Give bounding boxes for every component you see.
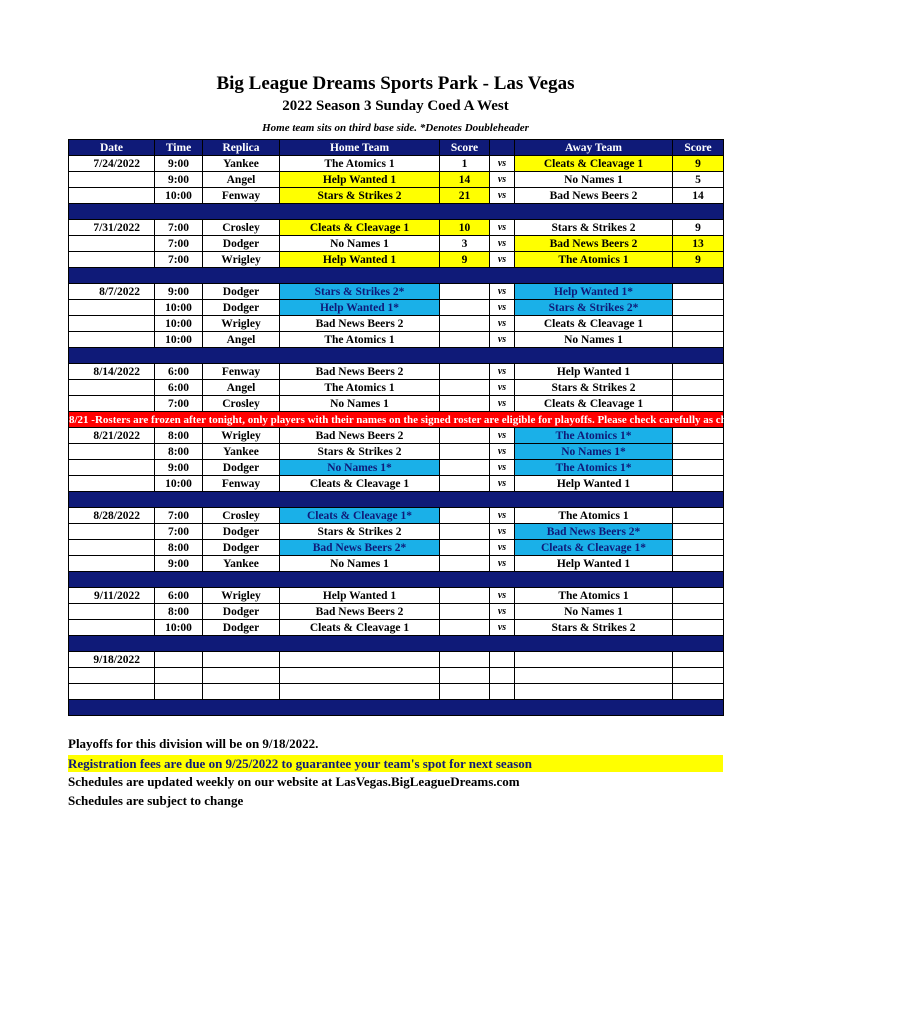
away-score — [673, 652, 724, 668]
game-time: 7:00 — [155, 396, 203, 412]
game-date — [69, 252, 155, 268]
game-row — [69, 524, 724, 540]
game-time: 8:00 — [155, 444, 203, 460]
vs-label: vs — [490, 620, 515, 636]
game-field: Angel — [203, 380, 280, 396]
away-team: The Atomics 1 — [515, 508, 673, 524]
vs-label: vs — [490, 316, 515, 332]
home-team: Help Wanted 1* — [280, 300, 440, 316]
game-date — [69, 476, 155, 492]
game-field: Wrigley — [203, 428, 280, 444]
game-time: 8:00 — [155, 604, 203, 620]
game-date — [69, 604, 155, 620]
game-date — [69, 540, 155, 556]
game-field: Dodger — [203, 604, 280, 620]
home-score — [440, 428, 490, 444]
vs-label: vs — [490, 236, 515, 252]
game-field: Dodger — [203, 284, 280, 300]
game-row — [69, 684, 724, 700]
game-row — [69, 652, 724, 668]
game-row — [69, 332, 724, 348]
vs-label: vs — [490, 396, 515, 412]
game-date: 8/14/2022 — [69, 364, 155, 380]
vs-label: vs — [490, 188, 515, 204]
away-score — [673, 364, 724, 380]
game-time: 9:00 — [155, 156, 203, 172]
week-separator — [69, 204, 724, 220]
game-date: 7/24/2022 — [69, 156, 155, 172]
away-team — [515, 684, 673, 700]
away-score — [673, 428, 724, 444]
game-field: Wrigley — [203, 252, 280, 268]
vs-label — [490, 652, 515, 668]
game-date — [69, 332, 155, 348]
home-team: Bad News Beers 2 — [280, 428, 440, 444]
game-row — [69, 316, 724, 332]
game-row — [69, 444, 724, 460]
page-title: Big League Dreams Sports Park - Las Vegas — [216, 73, 575, 94]
game-row — [69, 588, 724, 604]
game-row — [69, 380, 724, 396]
away-team: No Names 1 — [515, 604, 673, 620]
away-team: No Names 1* — [515, 444, 673, 460]
game-time: 6:00 — [155, 380, 203, 396]
game-time — [155, 668, 203, 684]
game-date — [69, 300, 155, 316]
separator-bar — [69, 700, 724, 716]
game-field: Wrigley — [203, 316, 280, 332]
home-team: Bad News Beers 2 — [280, 316, 440, 332]
home-team: Stars & Strikes 2 — [280, 444, 440, 460]
separator-bar — [69, 204, 724, 220]
game-row — [69, 172, 724, 188]
vs-label: vs — [490, 444, 515, 460]
home-score — [440, 380, 490, 396]
roster-notice-row — [69, 412, 724, 428]
away-team: The Atomics 1* — [515, 428, 673, 444]
home-team: Bad News Beers 2 — [280, 604, 440, 620]
col-header-home-score: Score — [440, 140, 490, 156]
away-team: Cleats & Cleavage 1 — [515, 156, 673, 172]
game-row — [69, 540, 724, 556]
away-team: Stars & Strikes 2 — [515, 380, 673, 396]
game-time: 7:00 — [155, 236, 203, 252]
away-score: 13 — [673, 236, 724, 252]
col-header-time: Time — [155, 140, 203, 156]
game-time: 9:00 — [155, 460, 203, 476]
game-date — [69, 444, 155, 460]
home-score — [440, 604, 490, 620]
away-score — [673, 604, 724, 620]
game-date — [69, 236, 155, 252]
home-score — [440, 460, 490, 476]
game-row — [69, 556, 724, 572]
game-field: Crosley — [203, 508, 280, 524]
home-score — [440, 668, 490, 684]
game-field: Angel — [203, 332, 280, 348]
game-field: Angel — [203, 172, 280, 188]
home-team: No Names 1 — [280, 236, 440, 252]
away-score — [673, 476, 724, 492]
game-time: 7:00 — [155, 252, 203, 268]
away-score: 5 — [673, 172, 724, 188]
game-date — [69, 556, 155, 572]
game-date: 8/28/2022 — [69, 508, 155, 524]
game-date: 8/7/2022 — [69, 284, 155, 300]
home-team: Cleats & Cleavage 1 — [280, 476, 440, 492]
home-team: No Names 1 — [280, 556, 440, 572]
game-row — [69, 396, 724, 412]
home-score — [440, 284, 490, 300]
away-score — [673, 668, 724, 684]
game-date — [69, 668, 155, 684]
game-row — [69, 460, 724, 476]
away-score — [673, 332, 724, 348]
away-score — [673, 508, 724, 524]
vs-label: vs — [490, 540, 515, 556]
vs-label: vs — [490, 252, 515, 268]
week-separator — [69, 572, 724, 588]
away-team: Cleats & Cleavage 1 — [515, 316, 673, 332]
away-team: Help Wanted 1 — [515, 364, 673, 380]
away-team: Bad News Beers 2* — [515, 524, 673, 540]
away-team: Stars & Strikes 2 — [515, 620, 673, 636]
col-header-home-team: Home Team — [280, 140, 440, 156]
vs-label: vs — [490, 508, 515, 524]
home-score — [440, 556, 490, 572]
game-row — [69, 188, 724, 204]
game-row — [69, 220, 724, 236]
vs-label: vs — [490, 380, 515, 396]
game-row — [69, 604, 724, 620]
game-field: Dodger — [203, 300, 280, 316]
home-score: 21 — [440, 188, 490, 204]
home-team: Cleats & Cleavage 1 — [280, 220, 440, 236]
playoffs-note: Playoffs for this division will be on 9/18/2022. — [68, 736, 319, 751]
week-separator — [69, 636, 724, 652]
game-time — [155, 684, 203, 700]
game-time: 10:00 — [155, 316, 203, 332]
game-date — [69, 620, 155, 636]
game-time: 10:00 — [155, 188, 203, 204]
away-score — [673, 540, 724, 556]
separator-bar — [69, 268, 724, 284]
game-field: Yankee — [203, 556, 280, 572]
home-score — [440, 444, 490, 460]
home-team: No Names 1* — [280, 460, 440, 476]
home-team: Stars & Strikes 2 — [280, 188, 440, 204]
away-score — [673, 284, 724, 300]
game-date — [69, 188, 155, 204]
game-row — [69, 284, 724, 300]
game-field — [203, 668, 280, 684]
away-team: Stars & Strikes 2* — [515, 300, 673, 316]
vs-label — [490, 668, 515, 684]
game-row — [69, 620, 724, 636]
home-score — [440, 396, 490, 412]
home-score: 9 — [440, 252, 490, 268]
away-score: 9 — [673, 220, 724, 236]
game-field: Fenway — [203, 188, 280, 204]
game-field: Dodger — [203, 620, 280, 636]
game-field: Crosley — [203, 220, 280, 236]
week-separator — [69, 700, 724, 716]
game-date — [69, 380, 155, 396]
away-score — [673, 588, 724, 604]
vs-label: vs — [490, 172, 515, 188]
vs-label: vs — [490, 364, 515, 380]
separator-bar — [69, 492, 724, 508]
home-score: 3 — [440, 236, 490, 252]
home-team — [280, 652, 440, 668]
game-field: Yankee — [203, 156, 280, 172]
home-team: Stars & Strikes 2 — [280, 524, 440, 540]
game-time: 6:00 — [155, 364, 203, 380]
game-date — [69, 172, 155, 188]
home-score — [440, 364, 490, 380]
home-score — [440, 652, 490, 668]
away-team — [515, 668, 673, 684]
home-team: The Atomics 1 — [280, 332, 440, 348]
col-header-vs — [490, 140, 515, 156]
away-score — [673, 524, 724, 540]
game-field: Dodger — [203, 524, 280, 540]
home-team: Bad News Beers 2* — [280, 540, 440, 556]
away-score: 9 — [673, 252, 724, 268]
away-score — [673, 556, 724, 572]
vs-label: vs — [490, 476, 515, 492]
game-field — [203, 684, 280, 700]
game-time: 7:00 — [155, 524, 203, 540]
away-team: Help Wanted 1* — [515, 284, 673, 300]
separator-bar — [69, 572, 724, 588]
game-time: 9:00 — [155, 556, 203, 572]
schedule-note: Home team sits on third base side. *Denotes Doubleheader — [262, 122, 529, 134]
game-field: Dodger — [203, 460, 280, 476]
vs-label: vs — [490, 460, 515, 476]
game-field: Fenway — [203, 476, 280, 492]
away-score — [673, 300, 724, 316]
game-date: 7/31/2022 — [69, 220, 155, 236]
away-team: No Names 1 — [515, 332, 673, 348]
game-field: Wrigley — [203, 588, 280, 604]
game-row — [69, 300, 724, 316]
home-team: Cleats & Cleavage 1 — [280, 620, 440, 636]
home-team: Help Wanted 1 — [280, 252, 440, 268]
vs-label: vs — [490, 284, 515, 300]
home-team — [280, 684, 440, 700]
game-row — [69, 428, 724, 444]
home-team — [280, 668, 440, 684]
home-team: Stars & Strikes 2* — [280, 284, 440, 300]
home-score — [440, 540, 490, 556]
away-score — [673, 444, 724, 460]
game-field — [203, 652, 280, 668]
home-score: 10 — [440, 220, 490, 236]
roster-notice: 8/21 -Rosters are frozen after tonight, only players with their names on the signed roster are eligible for playoffs. Please check carefully as changes will not be made for omissions. — [69, 413, 900, 426]
game-date — [69, 524, 155, 540]
separator-bar — [69, 636, 724, 652]
week-separator — [69, 268, 724, 284]
week-separator — [69, 492, 724, 508]
vs-label: vs — [490, 428, 515, 444]
home-team: Help Wanted 1 — [280, 588, 440, 604]
away-team — [515, 652, 673, 668]
away-team: The Atomics 1 — [515, 588, 673, 604]
away-team: Cleats & Cleavage 1 — [515, 396, 673, 412]
table-header-row — [69, 140, 724, 156]
vs-label: vs — [490, 300, 515, 316]
home-team: Cleats & Cleavage 1* — [280, 508, 440, 524]
away-team: Help Wanted 1 — [515, 556, 673, 572]
game-time: 7:00 — [155, 508, 203, 524]
home-score — [440, 620, 490, 636]
vs-label: vs — [490, 332, 515, 348]
home-score: 1 — [440, 156, 490, 172]
away-team: No Names 1 — [515, 172, 673, 188]
col-header-away-score: Score — [673, 140, 724, 156]
home-score — [440, 524, 490, 540]
game-row — [69, 156, 724, 172]
home-team: Help Wanted 1 — [280, 172, 440, 188]
game-row — [69, 476, 724, 492]
vs-label: vs — [490, 604, 515, 620]
game-date — [69, 396, 155, 412]
website-note: Schedules are updated weekly on our website at LasVegas.BigLeagueDreams.com — [68, 774, 520, 789]
schedule-body — [69, 156, 900, 716]
col-header-date: Date — [69, 140, 155, 156]
home-score — [440, 316, 490, 332]
schedule-table — [68, 139, 900, 716]
game-row — [69, 668, 724, 684]
home-team: No Names 1 — [280, 396, 440, 412]
game-date: 9/18/2022 — [69, 652, 155, 668]
game-time: 8:00 — [155, 540, 203, 556]
change-note: Schedules are subject to change — [68, 793, 244, 808]
away-score — [673, 460, 724, 476]
game-time: 7:00 — [155, 220, 203, 236]
game-row — [69, 252, 724, 268]
game-date: 8/21/2022 — [69, 428, 155, 444]
game-time: 6:00 — [155, 588, 203, 604]
game-date — [69, 316, 155, 332]
separator-bar — [69, 348, 724, 364]
away-team: Help Wanted 1 — [515, 476, 673, 492]
away-score — [673, 316, 724, 332]
home-score — [440, 300, 490, 316]
game-time — [155, 652, 203, 668]
game-date — [69, 460, 155, 476]
game-time: 8:00 — [155, 428, 203, 444]
home-score — [440, 332, 490, 348]
home-team: The Atomics 1 — [280, 156, 440, 172]
game-date: 9/11/2022 — [69, 588, 155, 604]
away-score: 9 — [673, 156, 724, 172]
game-field: Dodger — [203, 236, 280, 252]
away-score — [673, 380, 724, 396]
game-time: 9:00 — [155, 172, 203, 188]
away-score — [673, 620, 724, 636]
vs-label: vs — [490, 220, 515, 236]
game-time: 10:00 — [155, 300, 203, 316]
vs-label: vs — [490, 156, 515, 172]
away-team: Cleats & Cleavage 1* — [515, 540, 673, 556]
week-separator — [69, 348, 724, 364]
game-field: Fenway — [203, 364, 280, 380]
home-score — [440, 684, 490, 700]
game-row — [69, 364, 724, 380]
page-subtitle: 2022 Season 3 Sunday Coed A West — [282, 98, 509, 114]
game-time: 10:00 — [155, 620, 203, 636]
game-date — [69, 684, 155, 700]
home-score — [440, 476, 490, 492]
col-header-replica: Replica — [203, 140, 280, 156]
away-team: The Atomics 1 — [515, 252, 673, 268]
game-time: 10:00 — [155, 476, 203, 492]
away-score — [673, 396, 724, 412]
game-time: 9:00 — [155, 284, 203, 300]
game-time: 10:00 — [155, 332, 203, 348]
away-team: Stars & Strikes 2 — [515, 220, 673, 236]
home-team: Bad News Beers 2 — [280, 364, 440, 380]
away-score — [673, 684, 724, 700]
home-score — [440, 588, 490, 604]
away-team: The Atomics 1* — [515, 460, 673, 476]
game-field: Dodger — [203, 540, 280, 556]
vs-label: vs — [490, 588, 515, 604]
home-team: The Atomics 1 — [280, 380, 440, 396]
away-score: 14 — [673, 188, 724, 204]
vs-label — [490, 684, 515, 700]
game-row — [69, 236, 724, 252]
away-team: Bad News Beers 2 — [515, 188, 673, 204]
col-header-away-team: Away Team — [515, 140, 673, 156]
registration-note: Registration fees are due on 9/25/2022 to guarantee your team's spot for next season — [68, 755, 723, 772]
game-field: Crosley — [203, 396, 280, 412]
away-team: Bad News Beers 2 — [515, 236, 673, 252]
game-row — [69, 508, 724, 524]
vs-label: vs — [490, 556, 515, 572]
home-score: 14 — [440, 172, 490, 188]
game-field: Yankee — [203, 444, 280, 460]
home-score — [440, 508, 490, 524]
vs-label: vs — [490, 524, 515, 540]
